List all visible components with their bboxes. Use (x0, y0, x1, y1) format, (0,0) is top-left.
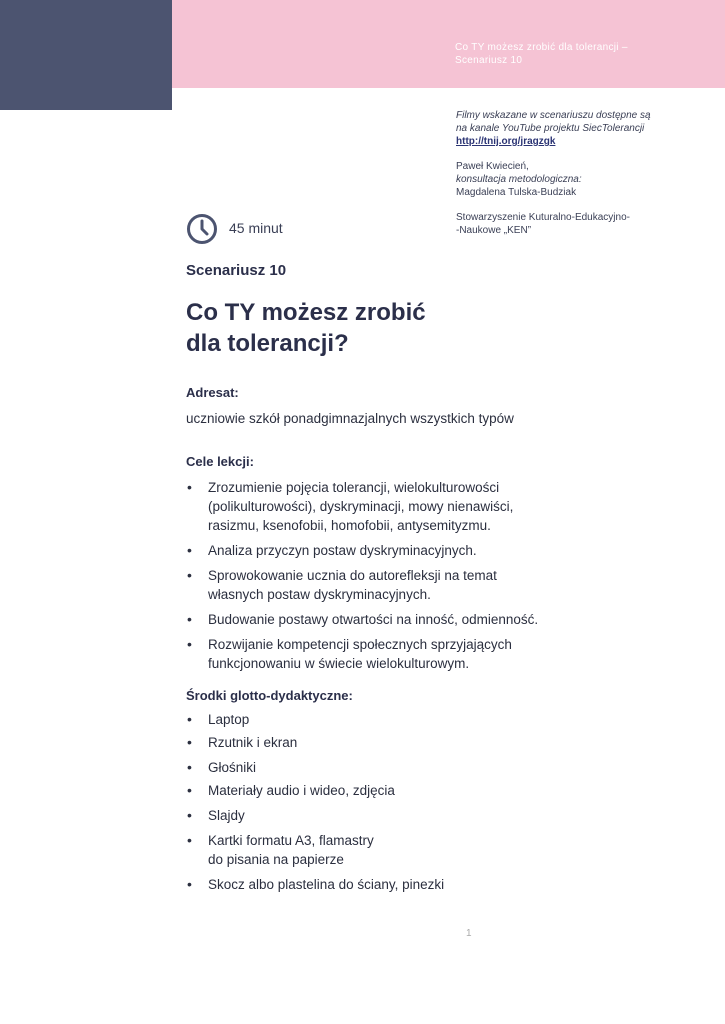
goals-heading: Cele lekcji: (186, 454, 254, 469)
addressee-heading: Adresat: (186, 385, 239, 400)
list-item-line: • Rozwijanie kompetencji społecznych sprzyjających (208, 637, 512, 652)
goals-list (186, 478, 538, 679)
author-name: Paweł Kwiecień, (456, 161, 529, 172)
list-item-line: • Budowanie postawy otwartości na inność, odmienność. (208, 612, 539, 627)
organization-line: -Naukowe „KEN” (456, 225, 532, 236)
list-item-line: funkcjonowaniu w świecie wielokulturowym. (208, 656, 470, 671)
page-title (186, 297, 426, 359)
page-number: 1 (466, 928, 472, 939)
list-item-line: • Slajdy (208, 808, 245, 823)
page-title-line: dla tolerancji? (186, 330, 349, 357)
organization-line: Stowarzyszenie Kuturalno-Edukacyjno- (456, 212, 630, 223)
page-title-line: Co TY możesz zrobić (186, 299, 426, 326)
list-item (186, 806, 444, 825)
list-item-line: • Laptop (208, 712, 250, 727)
list-item (186, 875, 444, 894)
films-link[interactable]: http://tnij.org/jragzgk (456, 136, 556, 147)
list-item-line: (polikulturowości), dyskryminacji, mowy nienawiści, (208, 499, 514, 514)
list-item-line: • Analiza przyczyn postaw dyskryminacyjnych. (208, 543, 477, 558)
consultant-name: Magdalena Tulska-Budziak (456, 187, 577, 198)
organization (456, 211, 718, 237)
films-note-line: Filmy wskazane w scenariuszu dostępne są (456, 110, 651, 121)
list-item (186, 478, 538, 535)
films-note (456, 109, 718, 148)
means-list (186, 710, 444, 898)
clock-icon (186, 213, 218, 245)
list-item (186, 610, 538, 629)
list-item-line: • Zrozumienie pojęcia tolerancji, wielokulturowości (208, 480, 500, 495)
list-item-line: do pisania na papierze (208, 852, 344, 867)
list-item-line: • Głośniki (208, 760, 257, 775)
consult-label: konsultacja metodologiczna: (456, 174, 582, 185)
means-heading: Środki glotto-dydaktyczne: (186, 688, 353, 703)
list-item-line: • Materiały audio i wideo, zdjęcia (208, 783, 395, 798)
list-item (186, 710, 444, 729)
header-dark-block (0, 0, 172, 110)
list-item (186, 758, 444, 777)
list-item (186, 635, 538, 673)
list-item-line: własnych postaw dyskryminacyjnych. (208, 587, 431, 602)
list-item (186, 831, 444, 869)
list-item-line: • Skocz albo plastelina do ściany, pinezki (208, 877, 445, 892)
films-note-line: na kanale YouTube projektu SiecTolerancji (456, 123, 645, 134)
list-item (186, 541, 538, 560)
list-item-line: rasizmu, ksenofobii, homofobii, antysemityzmu. (208, 518, 491, 533)
running-header-line: Co TY możesz zrobić dla tolerancji – (455, 42, 628, 53)
running-header (455, 41, 715, 67)
duration-text: 45 minut (229, 220, 283, 236)
list-item (186, 733, 444, 752)
list-item-line: • Rzutnik i ekran (208, 735, 298, 750)
list-item (186, 566, 538, 604)
authors (456, 160, 718, 199)
info-sidebar (456, 109, 718, 249)
scenario-label: Scenariusz 10 (186, 262, 287, 279)
running-header-line: Scenariusz 10 (455, 55, 523, 66)
list-item-line: • Sprowokowanie ucznia do autorefleksji na temat (208, 568, 497, 583)
list-item-line: • Kartki formatu A3, flamastry (208, 833, 374, 848)
list-item (186, 781, 444, 800)
addressee-text: uczniowie szkół ponadgimnazjalnych wszystkich typów (186, 411, 514, 426)
